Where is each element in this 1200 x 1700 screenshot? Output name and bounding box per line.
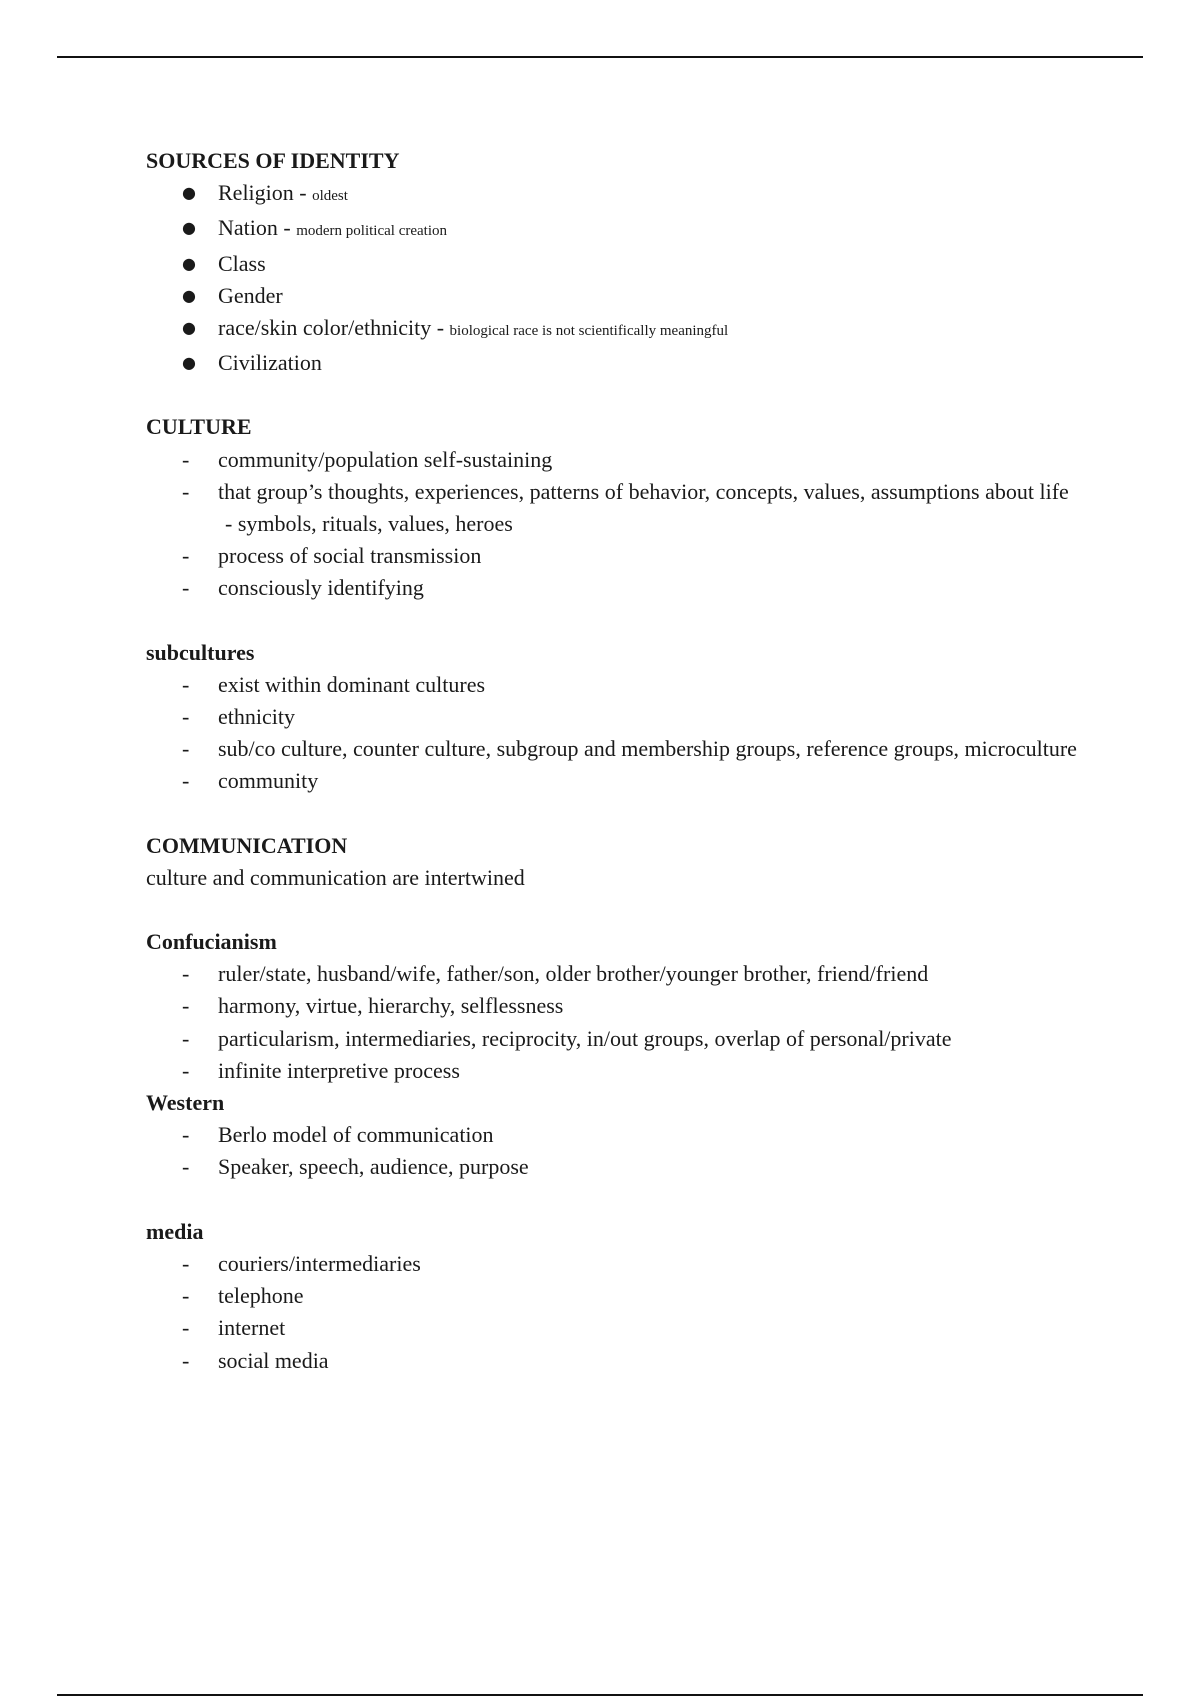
list-item xyxy=(146,212,1086,247)
section-heading-confucianism: Confucianism xyxy=(146,929,277,955)
subcultures-list xyxy=(146,669,1086,798)
section-heading-sources-of-identity: SOURCES OF IDENTITY xyxy=(146,148,400,173)
media-list xyxy=(146,1248,1086,1377)
list-item xyxy=(146,444,1086,476)
item-label: Religion xyxy=(218,180,294,206)
list-item xyxy=(146,280,1086,312)
item-label: race/skin color/ethnicity xyxy=(218,315,432,341)
section-heading-subcultures: subcultures xyxy=(146,639,255,665)
list-item xyxy=(146,1312,1086,1344)
item-label: Nation xyxy=(218,215,278,241)
item-label: Civilization xyxy=(218,350,322,376)
culture-list xyxy=(146,444,1086,605)
list-item xyxy=(146,1248,1086,1280)
item-text: Berlo model of communication xyxy=(218,1122,494,1148)
section-heading-culture: CULTURE xyxy=(146,414,252,440)
section-heading-communication: COMMUNICATION xyxy=(146,832,348,858)
dash-marker: - xyxy=(182,1283,190,1309)
dash-marker: - xyxy=(182,671,190,697)
dash-marker: - xyxy=(182,1315,190,1341)
item-note: modern political creation xyxy=(296,223,447,240)
dash-marker: - xyxy=(182,1122,190,1148)
item-text: ethnicity xyxy=(218,704,295,730)
list-item xyxy=(146,765,1086,797)
list-item xyxy=(146,1280,1086,1312)
item-text: couriers/intermediaries xyxy=(218,1250,421,1276)
section-heading-media: media xyxy=(146,1218,204,1244)
item-separator: - xyxy=(293,180,313,206)
item-label: Class xyxy=(218,250,266,276)
bullet-icon: ● xyxy=(182,318,196,338)
list-item xyxy=(146,177,1086,212)
dash-marker: - xyxy=(182,961,190,987)
list-item xyxy=(146,1055,1086,1087)
list-item xyxy=(146,958,1086,990)
item-text: exist within dominant cultures xyxy=(218,671,486,697)
item-text: consciously identifying xyxy=(218,575,424,601)
item-text: internet xyxy=(218,1315,286,1341)
item-text: infinite interpretive process xyxy=(218,1057,460,1083)
dash-marker: - xyxy=(182,1025,190,1051)
item-text: process of social transmission xyxy=(218,543,482,569)
bullet-icon: ● xyxy=(182,353,196,373)
document-body xyxy=(146,145,1086,1377)
western-list xyxy=(146,1119,1086,1183)
list-item xyxy=(146,1151,1086,1183)
list-item xyxy=(146,476,1086,540)
list-item xyxy=(146,1119,1086,1151)
footer-rule xyxy=(57,1694,1143,1696)
list-item xyxy=(146,248,1086,280)
item-text: social media xyxy=(218,1347,329,1373)
list-item xyxy=(146,990,1086,1022)
dash-marker: - xyxy=(182,575,190,601)
list-item xyxy=(146,572,1086,604)
dash-marker: - xyxy=(182,704,190,730)
communication-text: culture and communication are intertwined xyxy=(146,864,525,890)
item-text: particularism, intermediaries, reciprocity, in/out groups, overlap of personal/private xyxy=(218,1025,952,1051)
list-item xyxy=(146,733,1086,765)
dash-marker: - xyxy=(182,1347,190,1373)
list-item xyxy=(146,1023,1086,1055)
item-note: oldest xyxy=(312,188,348,205)
bullet-icon: ● xyxy=(182,285,196,305)
bullet-icon: ● xyxy=(182,253,196,273)
item-text: ruler/state, husband/wife, father/son, older brother/younger brother, friend/friend xyxy=(218,961,929,987)
header-rule xyxy=(57,56,1143,58)
bullet-icon: ● xyxy=(182,218,196,238)
item-text: community xyxy=(218,768,319,794)
dash-marker: - xyxy=(182,446,190,472)
list-item xyxy=(146,540,1086,572)
item-text: harmony, virtue, hierarchy, selflessness xyxy=(218,993,564,1019)
dash-marker: - xyxy=(182,1154,190,1180)
item-label: Gender xyxy=(218,282,283,308)
item-text: telephone xyxy=(218,1283,304,1309)
list-item xyxy=(146,669,1086,701)
sources-list xyxy=(146,177,1086,379)
list-item xyxy=(146,701,1086,733)
item-separator: - xyxy=(431,315,450,341)
item-text: community/population self-sustaining xyxy=(218,446,553,472)
section-heading-western: Western xyxy=(146,1090,225,1116)
dash-marker: - xyxy=(182,736,190,762)
dash-marker: - xyxy=(182,993,190,1019)
dash-marker: - xyxy=(182,1250,190,1276)
item-text: that group’s thoughts, experiences, patterns of behavior, concepts, values, assumptions about life xyxy=(218,478,1069,504)
bullet-icon: ● xyxy=(182,183,196,203)
confucianism-list xyxy=(146,958,1086,1087)
list-item xyxy=(146,312,1086,347)
item-text: Speaker, speech, audience, purpose xyxy=(218,1154,529,1180)
dash-marker: - xyxy=(182,543,190,569)
item-subline: - symbols, rituals, values, heroes xyxy=(225,511,513,537)
item-separator: - xyxy=(277,215,297,241)
item-text: sub/co culture, counter culture, subgroup and membership groups, reference groups, microculture xyxy=(218,736,1077,762)
dash-marker: - xyxy=(182,478,190,504)
list-item xyxy=(146,347,1086,379)
dash-marker: - xyxy=(182,1057,190,1083)
list-item xyxy=(146,1345,1086,1377)
item-note: biological race is not scientifically meaningful xyxy=(449,323,729,340)
dash-marker: - xyxy=(182,768,190,794)
